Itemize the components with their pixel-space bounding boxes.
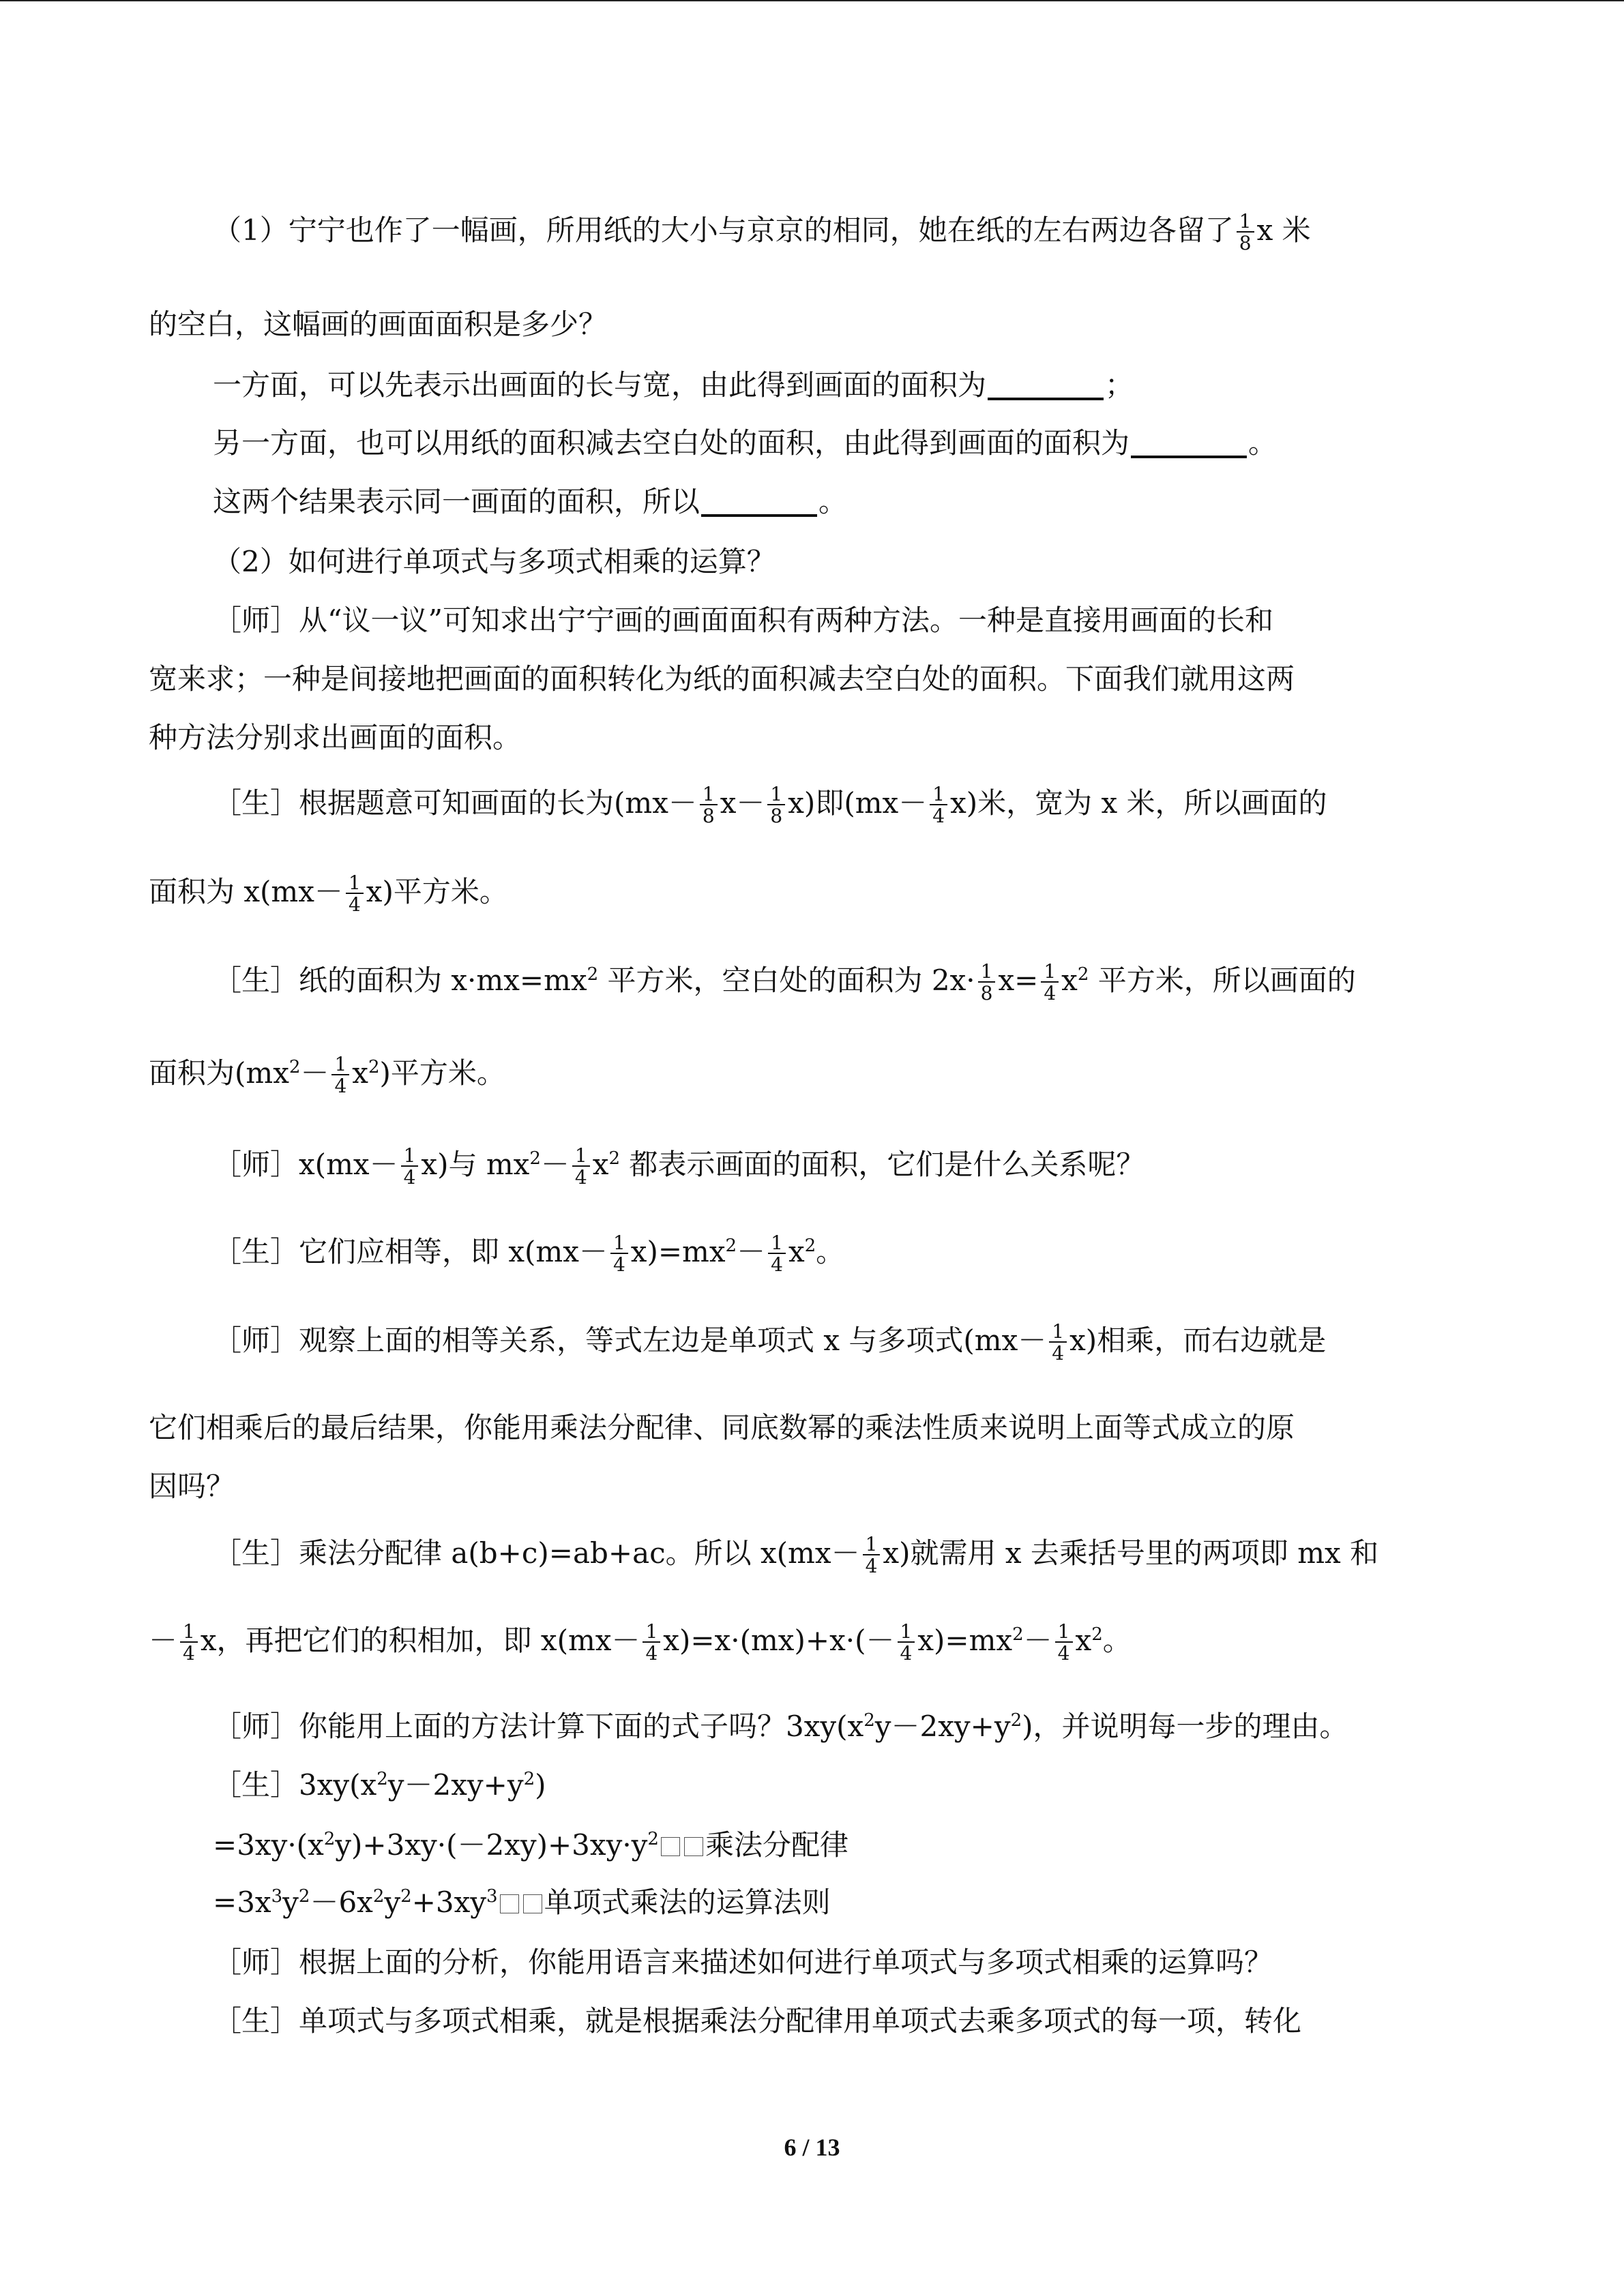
paragraph-line (213, 1534, 1472, 1576)
text: ［师］观察上面的相等关系，等式左边是单项式 x 与多项式(mx－ (213, 1324, 1047, 1357)
denominator: 4 (183, 1642, 195, 1665)
denominator: 4 (645, 1642, 658, 1665)
text: 乘法分配律 (705, 1828, 848, 1862)
text: － (149, 1624, 178, 1657)
text: 都表示画面的面积，它们是什么关系呢？ (619, 1148, 1145, 1181)
text: ； (1105, 368, 1134, 402)
fraction (978, 962, 996, 1003)
text: 另一方面，也可以用纸的面积减去空白处的面积，由此得到画面的面积为 (213, 426, 1130, 460)
text: 这两个结果表示同一画面的面积，所以 (213, 485, 700, 518)
text: x (352, 1056, 368, 1090)
paragraph-line: ［生］单项式与多项式相乘，就是根据乘法分配律用单项式去乘多项式的每一项，转化 (213, 2004, 1302, 2038)
text: x (788, 1235, 805, 1268)
text: x)=mx (630, 1235, 726, 1268)
exponent: 2 (400, 1886, 412, 1907)
text: x)平方米。 (366, 875, 508, 908)
math-step (213, 1883, 1472, 1922)
text: x)相乘，而右边就是 (1069, 1324, 1327, 1357)
denominator: 4 (771, 1253, 783, 1276)
text: （1）宁宁也作了一幅画，所用纸的大小与京京的相同，她在纸的左右两边各留了 (213, 213, 1234, 247)
numerator: 1 (1049, 1322, 1067, 1343)
text: )，并说明每一步的理由。 (1022, 1710, 1348, 1743)
numerator: 1 (863, 1535, 881, 1555)
fraction (863, 1535, 881, 1576)
exponent: 2 (529, 1148, 541, 1169)
denominator: 4 (932, 805, 945, 827)
denominator: 4 (1052, 1342, 1065, 1365)
text: 平方米，所以画面的 (1089, 964, 1356, 997)
text: 单项式乘法的运算法则 (544, 1885, 831, 1919)
numerator: 1 (643, 1622, 660, 1643)
exponent: 2 (523, 1769, 535, 1789)
exponent: 2 (1012, 1624, 1024, 1645)
placeholder-box (500, 1894, 519, 1913)
exponent: 2 (298, 1886, 310, 1907)
exponent: 2 (368, 1057, 380, 1077)
exponent: 2 (647, 1829, 659, 1849)
exponent: 2 (804, 1236, 816, 1256)
placeholder-box (661, 1837, 680, 1856)
text: x (592, 1148, 609, 1181)
text: －6x (310, 1885, 373, 1919)
numerator: 1 (346, 874, 364, 894)
answer-blank (1131, 456, 1247, 458)
paragraph-line (213, 1322, 1472, 1363)
paragraph-line (213, 424, 1472, 462)
text: x)=x·(mx)+x·(－ (663, 1624, 895, 1657)
exponent: 2 (377, 1769, 388, 1789)
paragraph-line: 的空白，这幅画的画面面积是多少？ (149, 308, 608, 341)
fraction (700, 785, 718, 826)
text: 。 (816, 1235, 845, 1268)
paragraph-line (149, 873, 1472, 914)
text: ［师］你能用上面的方法计算下面的式子吗？3xy(x (213, 1710, 864, 1743)
paragraph-line (213, 483, 1472, 521)
paragraph-line (149, 1622, 1472, 1663)
numerator: 1 (180, 1622, 198, 1643)
denominator: 8 (702, 805, 715, 827)
paragraph-line: 种方法分别求出画面的面积。 (149, 721, 522, 754)
denominator: 4 (403, 1166, 416, 1189)
paragraph-line (213, 1233, 1472, 1274)
text: x)=mx (917, 1624, 1013, 1657)
text: )平方米。 (379, 1056, 505, 1090)
exponent: 2 (608, 1148, 620, 1169)
text: +3xy (411, 1885, 487, 1919)
paragraph-line (213, 1146, 1472, 1187)
text: x)即(mx－ (788, 786, 928, 820)
fraction (572, 1146, 590, 1187)
text: ［生］它们应相等，即 x(mx－ (213, 1235, 608, 1268)
exponent: 3 (486, 1886, 498, 1907)
fraction (767, 785, 785, 826)
text: x 米 (1256, 213, 1311, 247)
numerator: 1 (572, 1146, 590, 1167)
fraction (331, 1055, 349, 1096)
text: y－2xy+y (874, 1710, 1011, 1743)
text: y (282, 1885, 299, 1919)
numerator: 1 (1237, 212, 1254, 233)
exponent: 2 (587, 964, 599, 985)
answer-blank (701, 514, 817, 517)
page-number: 6 / 13 (784, 2134, 840, 2161)
text: ［生］根据题意可知画面的长为(mx－ (213, 786, 697, 820)
denominator: 4 (574, 1166, 587, 1189)
exponent: 2 (289, 1057, 301, 1077)
text: y)+3xy·(－2xy)+3xy·y (335, 1828, 648, 1862)
numerator: 1 (1055, 1622, 1073, 1643)
placeholder-box (684, 1837, 703, 1856)
exponent: 2 (863, 1710, 875, 1731)
denominator: 8 (1239, 232, 1252, 254)
paragraph-line: ［师］根据上面的分析，你能用语言来描述如何进行单项式与多项式相乘的运算吗？ (213, 1945, 1273, 1979)
question-1 (213, 211, 1472, 253)
text: ［生］3xy(x (213, 1768, 377, 1802)
question-2: （2）如何进行单项式与多项式相乘的运算？ (213, 545, 776, 578)
denominator: 4 (865, 1555, 878, 1577)
denominator: 4 (1057, 1642, 1070, 1665)
text: x)与 mx (421, 1148, 530, 1181)
fraction (768, 1234, 786, 1274)
exponent: 2 (372, 1886, 385, 1907)
exponent: 3 (271, 1886, 283, 1907)
text: x (1075, 1624, 1092, 1657)
paragraph-line (149, 1054, 1472, 1096)
exponent: 2 (1091, 1624, 1103, 1645)
paragraph-line (213, 1708, 1472, 1746)
exponent: 2 (725, 1236, 737, 1256)
denominator: 8 (980, 982, 993, 1004)
numerator: 1 (331, 1055, 349, 1075)
fraction (1237, 212, 1254, 253)
denominator: 4 (334, 1075, 347, 1097)
numerator: 1 (768, 1234, 786, 1254)
exponent: 2 (323, 1829, 336, 1849)
numerator: 1 (1041, 962, 1059, 983)
text: x－ (720, 786, 765, 820)
denominator: 4 (1044, 982, 1057, 1004)
text: =3x (213, 1885, 271, 1919)
text: 平方米，空白处的面积为 2x· (598, 964, 975, 997)
math-step (213, 1766, 1472, 1804)
text: x)米，宽为 x 米，所以画面的 (950, 786, 1327, 820)
text: 一方面，可以先表示出画面的长与宽，由此得到画面的面积为 (213, 368, 987, 402)
text: y－2xy+y (387, 1768, 524, 1802)
paragraph-line: ［师］从“议一议”可知求出宁宁画的画面面积有两种方法。一种是直接用画面的长和 (213, 603, 1273, 637)
text: 面积为 x(mx－ (149, 875, 343, 908)
fraction (643, 1622, 660, 1663)
paragraph-line (213, 961, 1472, 1003)
paragraph-line (213, 784, 1472, 826)
text: － (300, 1056, 329, 1090)
text: y (384, 1885, 401, 1919)
paragraph-line: 它们相乘后的最后结果，你能用乘法分配律、同底数幂的乘法性质来说明上面等式成立的原 (149, 1411, 1295, 1444)
text: ［生］纸的面积为 x·mx=mx (213, 964, 587, 997)
numerator: 1 (401, 1146, 419, 1167)
text: x，再把它们的积相加，即 x(mx－ (200, 1624, 640, 1657)
fraction (401, 1146, 419, 1187)
exponent: 2 (1077, 964, 1089, 985)
numerator: 1 (898, 1622, 915, 1643)
numerator: 1 (610, 1234, 628, 1254)
text: x)就需用 x 去乘括号里的两项即 mx 和 (883, 1536, 1379, 1570)
exponent: 2 (1010, 1710, 1022, 1731)
numerator: 1 (930, 785, 947, 805)
fraction (180, 1622, 198, 1663)
text: x (1061, 964, 1078, 997)
text: ) (535, 1768, 546, 1802)
paragraph-line: 因吗？ (149, 1470, 235, 1503)
placeholder-box (523, 1894, 542, 1913)
denominator: 4 (900, 1642, 913, 1665)
top-border (0, 0, 1624, 1)
text: =3xy·(x (213, 1828, 324, 1862)
paragraph-line: 宽来求；一种是间接地把画面的面积转化为纸的面积减去空白处的面积。下面我们就用这两 (149, 662, 1295, 696)
fraction (898, 1622, 915, 1663)
text: 面积为(mx (149, 1056, 289, 1090)
text: 。 (818, 485, 848, 518)
text: 。 (1102, 1624, 1132, 1657)
fraction (930, 785, 947, 826)
denominator: 4 (348, 893, 361, 916)
numerator: 1 (700, 785, 718, 805)
paragraph-line (213, 366, 1472, 404)
answer-blank (988, 398, 1104, 400)
text: － (1023, 1624, 1052, 1657)
text: 。 (1248, 426, 1278, 460)
numerator: 1 (978, 962, 996, 983)
denominator: 4 (612, 1253, 625, 1276)
fraction (346, 871, 364, 916)
fraction (1049, 1322, 1067, 1363)
fraction (1055, 1622, 1073, 1663)
text: － (737, 1235, 766, 1268)
text: ［生］乘法分配律 a(b+c)=ab+ac。所以 x(mx－ (213, 1536, 860, 1570)
text: x= (998, 964, 1039, 997)
fraction (1041, 962, 1059, 1003)
math-step (213, 1826, 1472, 1864)
text: ［师］x(mx－ (213, 1148, 398, 1181)
text: － (540, 1148, 570, 1181)
numerator: 1 (767, 785, 785, 805)
denominator: 8 (770, 805, 783, 827)
fraction (610, 1234, 628, 1274)
